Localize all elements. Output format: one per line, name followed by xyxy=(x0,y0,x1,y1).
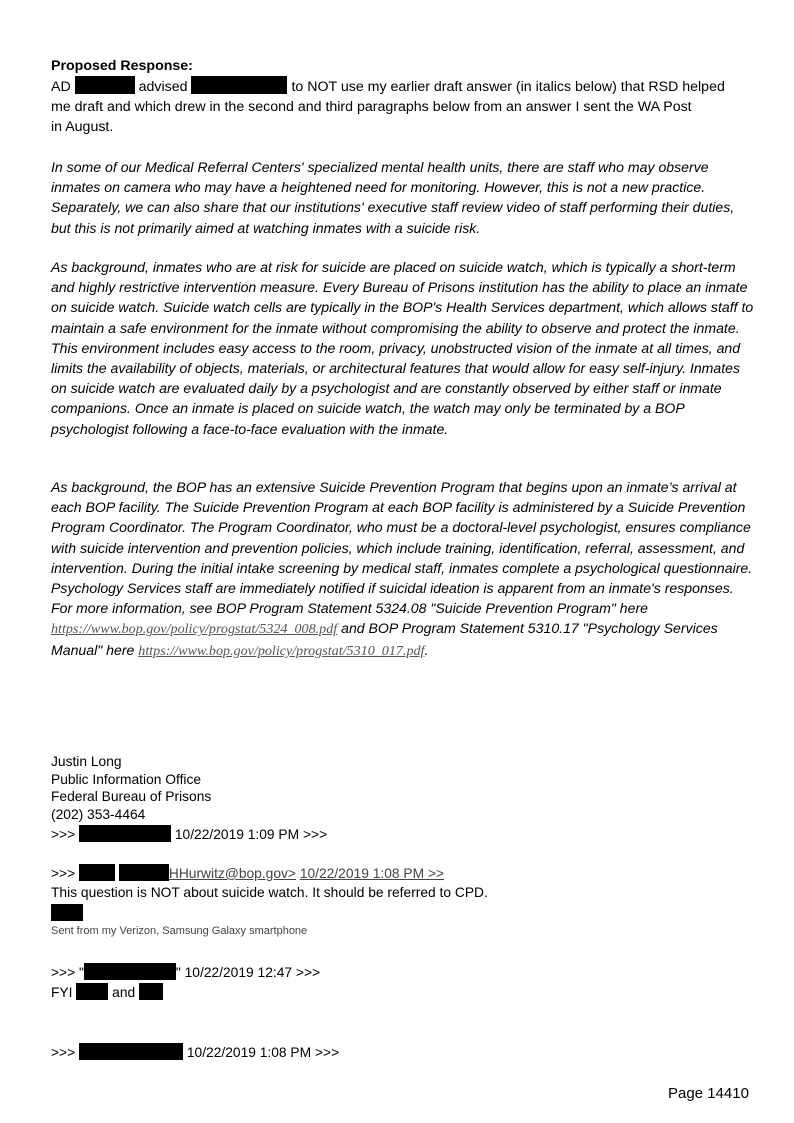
signature-agency: Federal Bureau of Prisons xyxy=(51,789,212,805)
intro-advised: advised xyxy=(138,79,188,95)
redaction xyxy=(191,76,287,94)
quote-prefix: >>> xyxy=(51,866,76,881)
intro-line-2: me draft and which drew in the second and third paragraphs below from an answer I sent the WA Post xyxy=(51,99,692,115)
intro-line-1 xyxy=(51,76,751,97)
message-2-sent-from: Sent from my Verizon, Samsung Galaxy smartphone xyxy=(51,925,308,937)
redaction xyxy=(119,864,169,881)
message-2-body: This question is NOT about suicide watch. It should be referred to CPD. xyxy=(51,885,488,900)
redaction xyxy=(79,1043,183,1060)
paragraph-3-end: . xyxy=(424,641,429,658)
message-3-body xyxy=(51,983,163,1002)
link-psychology-services-manual[interactable]: https://www.bop.gov/policy/progstat/5310_017.pdf xyxy=(138,642,425,659)
signature-name: Justin Long xyxy=(51,754,122,769)
message-2-time: 10/22/2019 1:08 PM >> xyxy=(299,866,445,881)
paragraph-3-text: As background, the BOP has an extensive Suicide Prevention Program that begins upon an inmate’s arrival at each BOP facility. The Suicide Prevention Program at each BOP facility is administered by a Suicide Prevention Program Coordinator. The Program Coordinator, who must be a doctoral-level psychologist, ensures compliance with suicide intervention and prevention policies, which include training, identification, referral, assessment, and intervention. During the initial intake screening by medical staff, inmates complete a psychological questionnaire. Psychology Services staff are immediately notified if suicidal ideation is apparent from an inmate's responses. For more information, see BOP Program Statement 5324.08 "Suicide Prevention Program" here xyxy=(51,479,753,617)
message-1-time: 10/22/2019 1:09 PM >>> xyxy=(174,827,328,842)
signature-office: Public Information Office xyxy=(51,771,202,787)
intro-line-3: in August. xyxy=(51,119,114,135)
redaction xyxy=(139,983,163,1000)
signature-block xyxy=(51,753,211,823)
intro-ad: AD xyxy=(51,79,71,95)
message-3-time: " 10/22/2019 12:47 >>> xyxy=(175,965,321,980)
proposed-response-heading: Proposed Response: xyxy=(51,58,193,74)
paragraph-3-mid: and BOP Program Statement 5310.17 "Psychology Services Manual" here xyxy=(51,620,718,658)
redaction xyxy=(84,963,176,980)
thread-message-3-header xyxy=(51,963,320,982)
redaction xyxy=(75,76,135,94)
redaction xyxy=(79,825,171,842)
thread-message-1-header xyxy=(51,825,327,844)
quote-prefix: >>> xyxy=(51,827,76,842)
link-suicide-prevention-program[interactable]: https://www.bop.gov/policy/progstat/5324_008.pdf xyxy=(51,621,338,638)
quote-prefix: >>> xyxy=(51,1045,76,1060)
redaction xyxy=(79,864,115,881)
redaction xyxy=(51,904,83,921)
and-text: and xyxy=(112,985,136,1000)
quote-prefix: >>> " xyxy=(51,965,84,980)
signature-phone: (202) 353-4464 xyxy=(51,806,146,822)
intro-tail: to NOT use my earlier draft answer (in italics below) that RSD helped xyxy=(291,79,725,95)
draft-paragraph-2: As background, inmates who are at risk for suicide are placed on suicide watch, which is typically a short-term and highly restrictive intervention measure. Every Bureau of Prisons institution has the ability to place an inmate on suicide watch. Suicide watch cells are typically in the BOP's Health Services department, which allows staff to maintain a safe environment for the inmate without compromising the ability to observe and protect the inmate. This environment includes easy access to the room, privacy, unobstructed vision of the inmate at all times, and limits the availability of objects, materials, or architectural features that would allow for easy self-injury. Inmates on suicide watch are evaluated daily by a psychologist and are constantly observed by either staff or inmate companions. Once an inmate is placed on suicide watch, the watch may only be terminated by a BOP psychologist following a face-to-face evaluation with the inmate. xyxy=(51,259,754,437)
fyi-text: FYI xyxy=(51,985,73,1000)
page-number: Page 14410 xyxy=(668,1085,749,1102)
thread-message-4-header xyxy=(51,1043,339,1062)
proposed-response-section xyxy=(51,56,751,137)
sender-email-link[interactable]: HHurwitz@bop.gov> xyxy=(168,866,296,881)
draft-paragraph-3 xyxy=(51,477,756,661)
message-4-time: 10/22/2019 1:08 PM >>> xyxy=(186,1045,340,1060)
thread-message-2-header xyxy=(51,864,444,883)
redaction xyxy=(76,983,108,1000)
draft-paragraph-1: In some of our Medical Referral Centers' specialized mental health units, there are staff who may observe inmates on camera who may have a heightened need for monitoring. However, this is not a new practice. Separately, we can also share that our institutions' executive staff review video of staff performing their duties, but this is not primarily aimed at watching inmates with a suicide risk. xyxy=(51,159,735,236)
